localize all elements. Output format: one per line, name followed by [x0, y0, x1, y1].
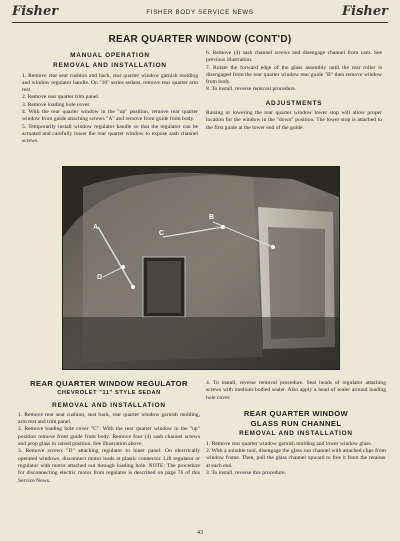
regulator-heading: REAR QUARTER WINDOW REGULATOR [30, 379, 188, 388]
page-header [12, 4, 388, 24]
page-number: 43 [197, 530, 203, 536]
top-left-column [22, 50, 198, 146]
step-text: 1. Remove rear seat cushion, seat back, rear quarter window garnish molding, arm rest and trim panel. [18, 411, 200, 426]
removal-installation-heading: REMOVAL AND INSTALLATION [239, 430, 353, 438]
step-text: 6. Remove (4) sash channel screws and disengage channel from cam. See previous illustration. [206, 50, 382, 64]
fisher-logo-left: Fisher [12, 4, 59, 19]
removal-installation-heading: REMOVAL AND INSTALLATION [53, 62, 167, 70]
step-text: 1. Remove rear seat cushion and back, rear quarter window garnish molding and window regulator handle. On "10" series sedans, remove rear quarter arm rest. [22, 72, 198, 94]
door-panel-photo [62, 166, 340, 370]
step-text: 8. To install, reverse removal procedure. [206, 86, 297, 93]
manual-operation-heading: MANUAL OPERATION [70, 52, 150, 59]
step-text: 2. Remove rear quarter trim panel. [22, 94, 100, 101]
step-text: 4. With the rear quarter window in the "up" position, remove rear quarter window front guide attaching screws "A" and remove front guide from body. [22, 109, 198, 123]
bottom-right-column [206, 380, 386, 477]
adjustments-heading: ADJUSTMENTS [265, 99, 323, 107]
glass-run-heading-1: REAR QUARTER WINDOW [243, 408, 349, 418]
photo-illustration [63, 167, 339, 369]
fisher-logo-right: Fisher [341, 4, 388, 19]
step-text: 1. Remove rear quarter window garnish molding and lower window glass. [206, 440, 372, 447]
adjustments-text: Raising or lowering the rear quarter window lower stop will allow proper location for the window in the "down" position. The lower stop is attached to the first guide at the lower end of the guide. [206, 110, 382, 131]
step-text: 4. To install, reverse removal procedure. Seal heads of regulator attaching screws with medium-bodied sealer. Also apply a bead of sealer around loading hole cover. [206, 380, 386, 401]
removal-installation-heading: REMOVAL AND INSTALLATION [52, 401, 166, 409]
header-title: FISHER BODY SERVICE NEWS [146, 10, 254, 16]
top-right-column [206, 50, 382, 132]
step-text: 3. Remove screws "D" attaching regulator to inner panel. On electrically operated windows, disconnect motor leads at plastic connector. Lift regulator or regulator with motor attached out through loading hole. NOTE: The procedure for disconnecting electric motor from regulator is described on page 76 of this Service News. [18, 448, 200, 484]
glass-run-heading-2: GLASS RUN CHANNEL [250, 419, 342, 429]
callout-c: C [159, 230, 165, 237]
step-text: 3. To install, reverse this procedure. [206, 469, 286, 476]
step-text: 5. Temporarily install window regulator handle so that the regulator can be actuated and carefully lower the rear quarter window to expose sash channel screws. [22, 123, 198, 145]
page-title: REAR QUARTER WINDOW (CONT'D) [108, 34, 292, 45]
bottom-left-column [18, 378, 200, 485]
step-text: 2. Remove loading hole cover "C". With the rear quarter window in the "up" position remove front guide from body. Remove four (4) sash channel screws and prop glass in raised position. See illustration above. [18, 426, 200, 448]
step-text: 7. Rotate the forward edge of the glass assembly until the rear roller is disengaged from the rear quarter window rear guide "B" then remove window from body. [206, 64, 382, 86]
step-text: 2. With a suitable tool, disengage the glass run channel with attached clips from window frame. Then, pull the glass channel upward to free it from the retainer at each end. [206, 448, 386, 469]
callout-b: B [209, 214, 215, 221]
callout-d: D [97, 274, 103, 281]
step-text: 3. Remove loading hole cover. [22, 101, 91, 108]
header-rule [12, 22, 388, 23]
chevrolet-subheading: CHEVROLET "11" STYLE SEDAN [57, 390, 161, 397]
callout-a: A [93, 224, 99, 231]
